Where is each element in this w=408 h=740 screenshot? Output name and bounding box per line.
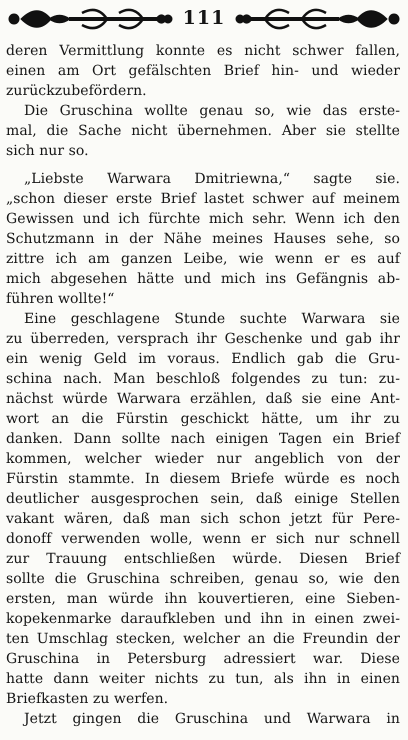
text-line-31: Gruschina in Petersburg adressiert war. Diese <box>6 651 400 667</box>
text-line-8: „schon dieser erste Brief lastet schwer auf meinem <box>6 191 400 207</box>
text-line-15: zu überreden, versprach ihr Geschenke und gab ihr <box>6 331 400 347</box>
text-line-11: zittre ich am ganzen Leibe, wie wenn er es auf <box>6 251 400 267</box>
text-line-4: Die Gruschina wollte genau so, wie das erste- <box>24 103 400 119</box>
text-line-1: deren Vermittlung konnte es nicht schwer fallen, <box>6 43 400 59</box>
text-line-6: sich nur so. <box>6 143 89 159</box>
text-line-7: „Liebste Warwara Dmitriewna,“ sagte sie. <box>24 171 400 187</box>
text-line-33: Briefkasten zu werfen. <box>6 691 169 707</box>
text-line-26: zur Trauung entschließen würde. Diesen Brief <box>6 551 400 567</box>
text-line-18: nächst würde Warwara erzählen, daß sie eine Ant- <box>6 391 400 407</box>
text-line-14: Eine geschlagene Stunde suchte Warwara sie <box>24 311 400 327</box>
text-line-25: donoff verwenden wolle, wenn er sich nur schnell <box>6 531 400 547</box>
text-line-27: sollte die Gruschina schreiben, genau so, wie den <box>6 571 400 587</box>
text-line-16: ein wenig Geld im voraus. Endlich gab die Gru- <box>6 351 400 367</box>
text-line-32: hatte dann weiter nichts zu tun, als ihn in einen <box>6 671 400 687</box>
text-line-29: kopekenmarke daraufkleben und ihn in einen zwei- <box>6 611 400 627</box>
text-line-12: mich abgesehen hätte und mich ins Gefängnis ab- <box>6 271 400 287</box>
text-line-3: zurückzubefördern. <box>6 83 147 99</box>
text-line-30: ten Umschlag stecken, welcher an die Freundin der <box>6 631 400 647</box>
text-line-28: ersten, man würde ihn kouvertieren, eine Sieben- <box>6 591 400 607</box>
text-line-19: wort an die Fürstin geschickt hätte, um ihr zu <box>6 411 400 427</box>
text-line-10: Schutzmann in der Nähe meines Hauses sehe, so <box>6 231 400 247</box>
text-line-24: vakant wären, daß man sich schon jetzt für Pere- <box>6 511 400 527</box>
text-line-22: Fürstin stammte. In diesem Briefe würde es noch <box>6 471 400 487</box>
text-line-5: mal, die Sache nicht übernehmen. Aber sie stellte <box>6 123 400 139</box>
text-line-20: danken. Dann sollte nach einigen Tagen ein Brief <box>6 431 400 447</box>
page-header <box>6 6 402 32</box>
right-header-ornament <box>227 6 402 32</box>
text-line-13: führen wollte!“ <box>6 291 115 307</box>
text-line-34: Jetzt gingen die Gruschina und Warwara in <box>24 711 400 727</box>
text-line-2: einen am Ort gefälschten Brief hin- und wieder <box>6 63 400 79</box>
text-line-23: deutlicher ausgesprochen sein, daß einige Stellen <box>6 491 400 507</box>
text-line-9: Gewissen und ich fürchte mich sehr. Wenn ich den <box>6 211 400 227</box>
text-line-17: schina nach. Man beschloß folgendes zu tun: zu- <box>6 371 400 387</box>
left-header-ornament <box>6 6 181 32</box>
text-line-21: kommen, welcher wieder nur angeblich von der <box>6 451 400 467</box>
page-number: 111 <box>182 7 226 29</box>
